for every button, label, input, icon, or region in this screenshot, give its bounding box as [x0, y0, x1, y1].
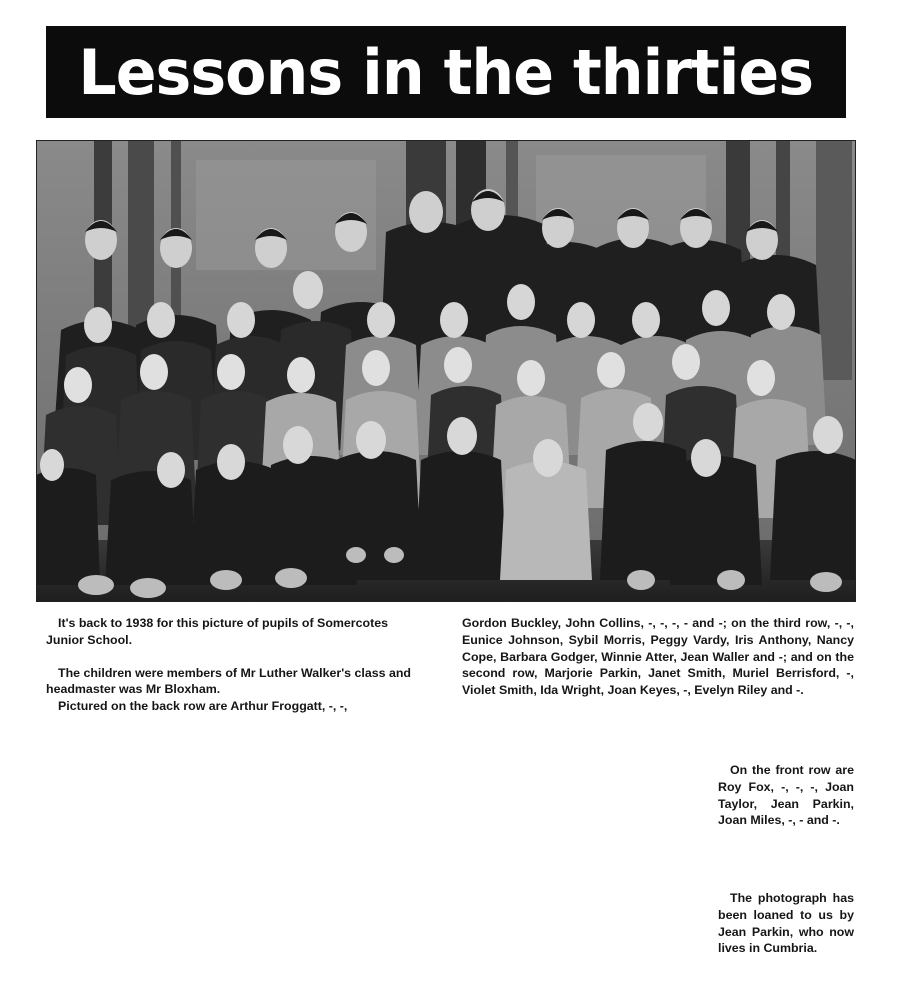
caption-photo-credit	[718, 890, 854, 957]
caption-front-row	[718, 762, 854, 829]
caption-paragraph: Pictured on the back row are Arthur Froggatt, -, -,	[58, 699, 348, 714]
caption-paragraph: It's back to 1938 for this picture of pupils of Somercotes Junior School.	[46, 616, 388, 647]
caption-paragraph: The photograph has been loaned to us by Jean Parkin, who now lives in Cumbria.	[718, 891, 854, 956]
headline: Lessons in the thirties	[78, 35, 814, 109]
caption-paragraph: Gordon Buckley, John Collins, -, -, -, - and -; on the third row, -, -, Eunice Johnson, Sybil Morris, Peggy Vardy, Iris Anthony, Nancy Cope, Barbara Godger, Winnie Atter, Jean Waller and -; and on the second row, Marjorie Parkin, Janet Smith, Muriel Berrisford, -, Violet Smith, Ida Wright, Joan Keyes, -, Evelyn Riley and -.	[462, 616, 854, 698]
caption-column-left	[46, 615, 426, 715]
caption-paragraph: On the front row are Roy Fox, -, -, -, Joan Taylor, Jean Parkin, Joan Miles, -, - and -.	[718, 763, 854, 828]
caption-paragraph: The children were members of Mr Luther Walker's class and headmaster was Mr Bloxham.	[46, 665, 411, 697]
headline-banner	[46, 26, 846, 118]
caption-column-middle	[462, 615, 854, 699]
class-photograph	[36, 140, 856, 602]
